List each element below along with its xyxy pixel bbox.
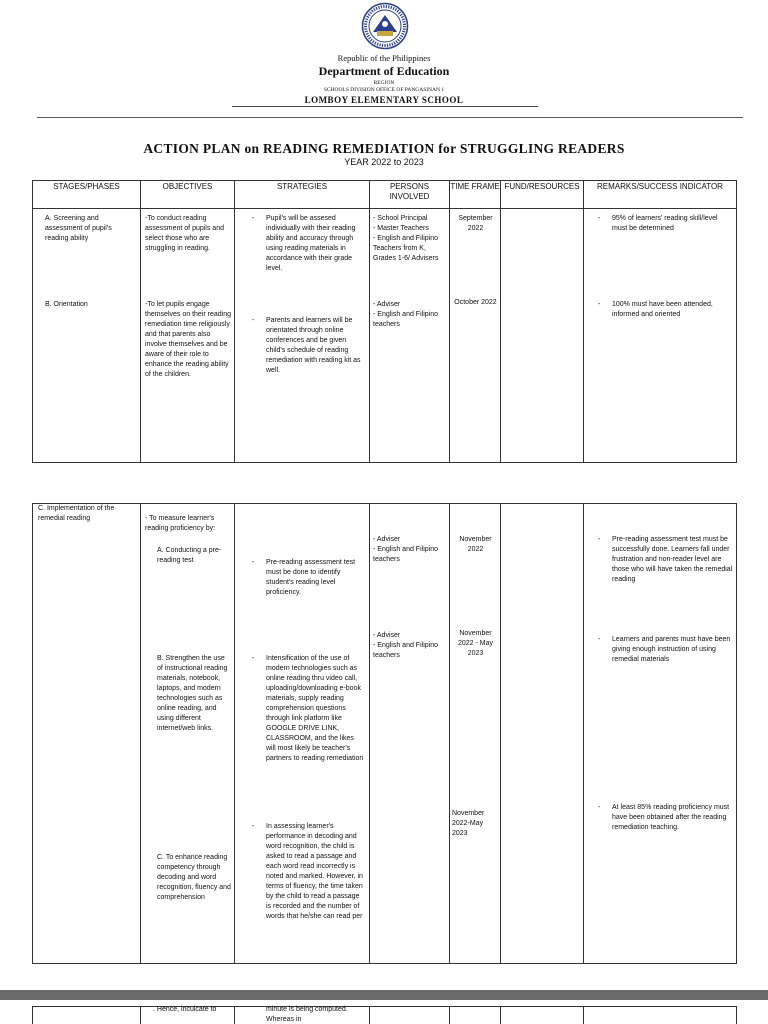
remark-c1-text: Pre-reading assessment test must be successfully done. Learners fall under frustration and non-reader level are those who will have taken the remedial reading	[612, 536, 733, 583]
objectives-cell	[141, 209, 235, 463]
remark-a-text: 95% of learners' reading skill/level must be determined	[612, 215, 718, 232]
action-plan-table-3	[32, 1006, 737, 1024]
time-frame-cell	[450, 209, 501, 463]
persons-cont-cell	[370, 1007, 450, 1024]
time-cont-cell	[450, 1007, 501, 1024]
strategy-c3-text: In assessing learner's performance in decoding and word recognition, the child is asked to read a passage and each word read incorrectly is noted and marked. However, in terms of fluency, the time taken by the child to read a passage is recorded and the number of words that he/she can read per	[266, 823, 363, 920]
time-c3-text: November 2022-May 2023	[452, 810, 485, 837]
school-year: YEAR 2022 to 2023	[344, 157, 424, 167]
persons-a-text: - School Principal - Master Teachers - English and Filipino Teachers from K, Grades 1-6/ Advisers	[373, 215, 439, 262]
action-plan-table-1	[32, 180, 737, 463]
strategy-b: - Parents and learners will be orientated through online conferences and be given child's schedule of reading remediation with reading kit as well.	[252, 316, 365, 376]
republic-line: Republic of the Philippines	[337, 53, 431, 63]
col-header-remarks: REMARKS/SUCCESS INDICATOR	[584, 181, 737, 209]
department-name: Department of Education	[318, 64, 450, 78]
col-header-fund: FUND/RESOURCES	[501, 181, 584, 209]
objective-a-text: -To conduct reading assessment of pupils and select those who are struggling in reading.	[145, 215, 224, 252]
fund-cell	[501, 209, 584, 463]
col-header-objectives: OBJECTIVES	[141, 181, 235, 209]
stage-c-cell	[33, 504, 141, 964]
fund-cont-cell	[501, 1007, 584, 1024]
remark-b-text: 100% must have been attended, informed and oriented	[612, 301, 713, 318]
remarks-cell	[584, 209, 737, 463]
remark-c2-text: Learners and parents must have been giving enough instruction of using remedial materials	[612, 636, 731, 663]
strategy-a: - Pupil's will be assesed individually with their reading ability and accuracy through using reading materials in accordance with their grade level.	[252, 214, 365, 274]
time-c1-text: November 2022	[459, 536, 492, 553]
header-divider	[232, 106, 538, 107]
persons-c2-text: - Adviser - English and Filipino teachers	[373, 632, 438, 659]
document-title: ACTION PLAN on READING REMEDIATION for STRUGGLING READERS	[143, 141, 625, 156]
strategy-cont-text: minute is being computed. Whereas in	[266, 1006, 348, 1023]
remark-b: - 100% must have been attended, informed and oriented	[598, 300, 734, 320]
region-line: REGION	[373, 80, 395, 86]
remarks-c-cell	[584, 504, 737, 964]
remark-c3: - At least 85% reading proficiency must have been obtained after the reading remediation teaching.	[598, 803, 734, 833]
objective-cont-cell	[141, 1007, 235, 1024]
time-c2-text: November 2022 - May 2023	[457, 630, 494, 657]
stage-cont-cell	[33, 1007, 141, 1024]
col-header-strategies: STRATEGIES	[235, 181, 370, 209]
strategy-c1: - Pre-reading assessment test must be done to identify student's reading level proficiency.	[252, 558, 365, 598]
persons-b-text: - Adviser - English and Filipino teachers	[373, 301, 438, 328]
strategy-b-text: Parents and learners will be orientated through online conferences and be given child's schedule of reading remediation with reading kit as well.	[266, 317, 361, 374]
strategy-c1-text: Pre-reading assessment test must be done to identify student's reading level proficiency.	[266, 559, 356, 596]
persons-c-cell	[370, 504, 450, 964]
header-rule	[37, 117, 743, 118]
action-plan-table-2	[32, 503, 737, 964]
stage-b-text: B. Orientation	[45, 301, 88, 308]
objective-cc-text: C. To enhance reading competency through decoding and word recognition, fluency and comprehension	[157, 854, 231, 901]
strategy-c2: - Intensification of the use of modern technologies such as online reading thru video call, uploading/downloading e-book materials, supply reading comprehension questions through link platform like GOOGLE DRIVE LINK, CLASSROOM, and the likes will most likely be teacher's partners to reading remediation	[252, 655, 364, 762]
col-header-persons: PERSONS INVOLVED	[370, 181, 450, 209]
remarks-cont-cell	[584, 1007, 737, 1024]
stage-c-text: C. Implementation of the remedial reading	[38, 505, 115, 522]
remark-c3-text: At least 85% reading proficiency must have been obtained after the reading remediation teaching.	[612, 804, 730, 831]
objective-cb-text: B. Strengthen the use of instructional reading materials, notebook, laptops, and modern technologies such as online reading, and using different internet/web links.	[157, 655, 228, 732]
remark-c1: - Pre-reading assessment test must be successfully done. Learners fall under frustration and non-reader level are those who will have taken the remedial reading	[598, 536, 733, 583]
division-line: SCHOOLS DIVISION OFFICE OF PANGASINAN 1	[323, 87, 445, 93]
col-header-stages: STAGES/PHASES	[33, 181, 141, 209]
remark-c2: - Learners and parents must have been giving enough instruction of using remedial materials	[598, 635, 734, 665]
school-name: LOMBOY ELEMENTARY SCHOOL	[304, 95, 464, 105]
time-a-text: September 2022	[458, 215, 493, 232]
strategies-c-cell	[235, 504, 370, 964]
remark-a: - 95% of learners' reading skill/level must be determined	[598, 214, 734, 234]
strategies-cell	[235, 209, 370, 463]
strategy-cont-cell	[235, 1007, 370, 1024]
objective-cont-text: . Hence, inculcate to	[153, 1006, 217, 1013]
stages-cell	[33, 209, 141, 463]
fund-c-cell	[501, 504, 584, 964]
persons-cell	[370, 209, 450, 463]
objective-intro-text: - To measure learner's reading proficiency by:	[145, 515, 216, 532]
strategy-c2-text: Intensification of the use of modern technologies such as online reading thru video call, uploading/downloading e-book materials, supply reading comprehension questions through link platform like GOOGLE DRIVE LINK, CLASSROOM, and the likes will most likely be teacher's partners to reading remediation	[266, 655, 364, 762]
deped-seal-logo	[361, 2, 409, 50]
strategy-a-text: Pupil's will be assesed individually with their reading ability and accuracy through using reading materials in accordance with their grade level.	[266, 215, 356, 272]
objective-ca-text: A. Conducting a pre-reading test	[157, 547, 222, 564]
col-header-time-frame: TIME FRAME	[450, 181, 501, 209]
strategy-c3: - In assessing learner's performance in decoding and word recognition, the child is asked to read a passage and each word read incorrectly is noted and marked. However, in terms of fluency, the time taken by the child to read a passage is recorded and the number of words that he/she can read per	[252, 822, 365, 922]
stage-a-text: A. Screening and assessment of pupil's reading ability	[45, 215, 112, 242]
document-page-2	[0, 1000, 768, 1024]
time-c-cell	[450, 504, 501, 964]
objectives-c-cell	[141, 504, 235, 964]
time-b-text: October 2022	[454, 299, 497, 306]
persons-c1-text: - Adviser - English and Filipino teachers	[373, 536, 438, 563]
objective-b-text: -To let pupils engage themselves on their reading remediation time religiously and that parents also involve themselves and be aware of their role to enhance the reading ability of the children.	[145, 301, 231, 378]
